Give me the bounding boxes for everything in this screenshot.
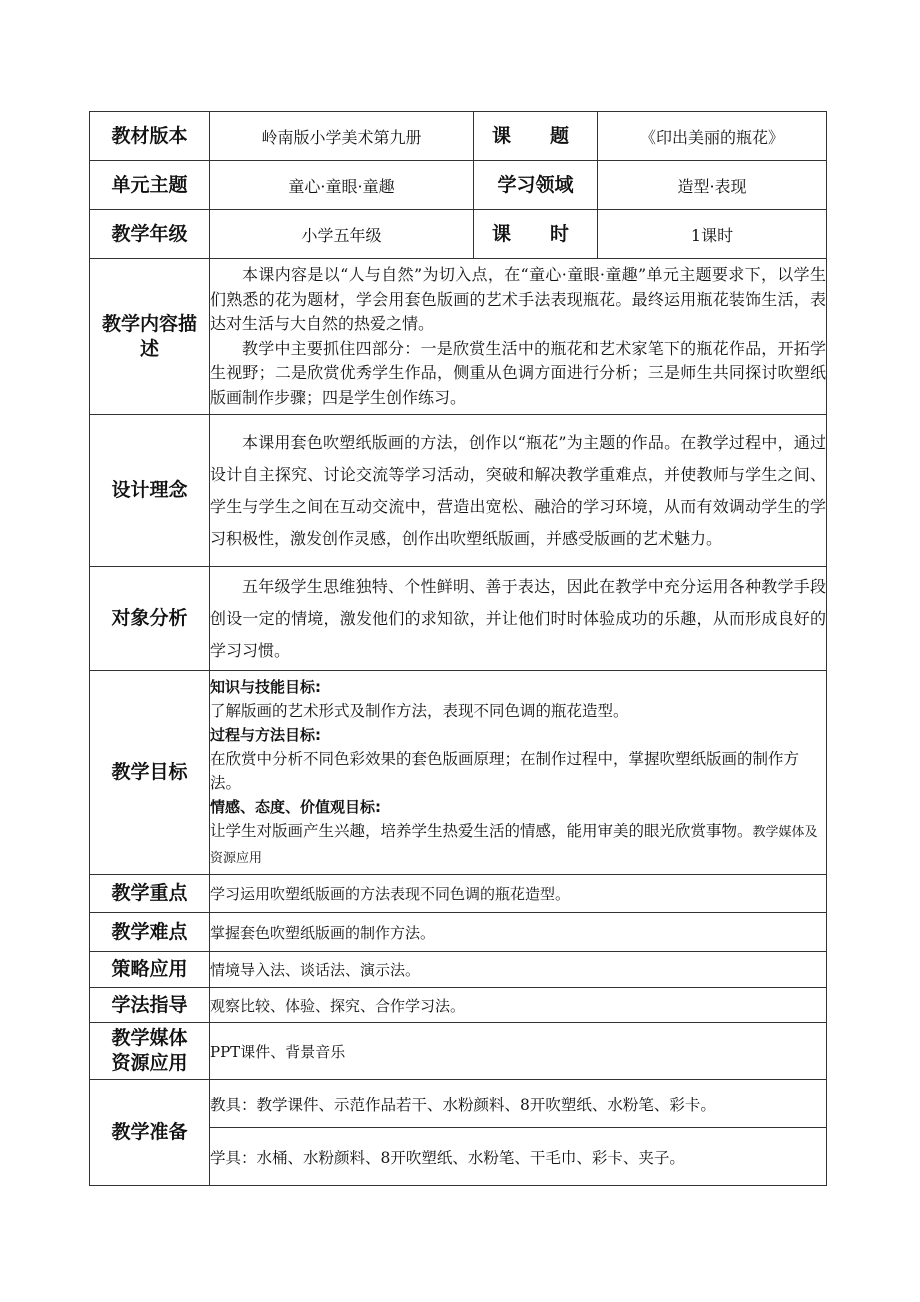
study-method-text: 观察比较、体验、探究、合作学习法。: [210, 988, 827, 1023]
topic-label-char-2: 题: [549, 124, 569, 147]
audience-description: [210, 567, 827, 671]
knowledge-heading: 知识与技能目标:: [210, 677, 321, 696]
row-preparation-teacher: [90, 1080, 827, 1128]
unit-label: 单元主题: [90, 161, 210, 210]
row-goals: [90, 671, 827, 875]
media-label-line-1: 教学媒体: [111, 1027, 188, 1050]
unit-value: 童心·童眼·童趣: [210, 161, 474, 210]
student-tools: 学具：水桶、水粉颜料、8开吹塑纸、水粉笔、干毛巾、彩卡、夹子。: [210, 1128, 827, 1186]
teacher-tools: 教具：教学课件、示范作品若干、水粉颜料、8开吹塑纸、水粉笔、彩卡。: [210, 1080, 827, 1128]
goals-label: 教学目标: [90, 671, 210, 875]
content-paragraph-1: 本课内容是以“人与自然”为切入点，在“童心·童眼·童趣”单元主题要求下，以学生们熟悉的花为题材，学会用套色版画的艺术手法表现瓶花。最终运用瓶花装饰生活，表达对生活与大自然的热爱之情。: [210, 265, 826, 333]
row-unit: [90, 161, 827, 210]
emotion-text-block: [210, 819, 826, 871]
difficulty-text: 掌握套色吹塑纸版画的制作方法。: [210, 913, 827, 952]
domain-label: 学习领域: [474, 161, 598, 210]
process-text: 在欣赏中分析不同色彩效果的套色版画原理；在制作过程中，掌握吹塑纸版画的制作方法。: [210, 749, 800, 792]
process-heading: 过程与方法目标:: [210, 725, 321, 744]
row-content: [90, 259, 827, 415]
row-difficulty: [90, 913, 827, 952]
goals-description: [210, 671, 827, 875]
row-strategy: [90, 952, 827, 988]
knowledge-text: 了解版画的艺术形式及制作方法，表现不同色调的瓶花造型。: [210, 701, 629, 720]
strategy-label: 策略应用: [90, 952, 210, 988]
emotion-tail: 教学媒体及资源应用: [210, 824, 818, 866]
study-method-label: 学法指导: [90, 988, 210, 1023]
audience-paragraph: 五年级学生思维独特、个性鲜明、善于表达，因此在教学中充分运用各种教学手段创设一定的情境，激发他们的求知欲，并让他们时时体验成功的乐趣，从而形成良好的学习习惯。: [210, 576, 826, 660]
media-label-line-2: 资源应用: [111, 1052, 188, 1074]
lesson-plan-table: [89, 111, 827, 1186]
audience-label: 对象分析: [90, 567, 210, 671]
key-point-label: 教学重点: [90, 875, 210, 913]
hours-label-char-2: 时: [549, 222, 569, 245]
topic-label: [474, 112, 598, 161]
content-label: [90, 259, 210, 415]
design-label: 设计理念: [90, 415, 210, 567]
design-description: [210, 415, 827, 567]
grade-label: 教学年级: [90, 210, 210, 259]
row-audience: [90, 567, 827, 671]
media-text: PPT课件、背景音乐: [210, 1023, 827, 1080]
topic-value: 《印出美丽的瓶花》: [598, 112, 827, 161]
row-textbook: [90, 112, 827, 161]
media-label: [90, 1023, 210, 1080]
key-point-text: 学习运用吹塑纸版画的方法表现不同色调的瓶花造型。: [210, 875, 827, 913]
hours-label: [474, 210, 598, 259]
row-key-point: [90, 875, 827, 913]
content-description: [210, 259, 827, 415]
design-paragraph: 本课用套色吹塑纸版画的方法，创作以“瓶花”为主题的作品。在教学过程中，通过设计自主探究、讨论交流等学习活动，突破和解决教学重难点，并使教师与学生之间、学生与学生之间在互动交流中，营造出宽松、融洽的学习环境，从而有效调动学生的学习积极性，激发创作灵感，创作出吹塑纸版画，并感受版画的艺术魅力。: [210, 432, 826, 548]
row-design: [90, 415, 827, 567]
row-media: [90, 1023, 827, 1080]
content-paragraph-2: 教学中主要抓住四部分：一是欣赏生活中的瓶花和艺术家笔下的瓶花作品，开拓学生视野；二是欣赏优秀学生作品，侧重从色调方面进行分析；三是师生共同探讨吹塑纸版画制作步骤；四是学生创作练习。: [210, 338, 826, 407]
domain-value: 造型·表现: [598, 161, 827, 210]
hours-value: 1课时: [598, 210, 827, 259]
difficulty-label: 教学难点: [90, 913, 210, 952]
textbook-label: 教材版本: [90, 112, 210, 161]
strategy-text: 情境导入法、谈话法、演示法。: [210, 952, 827, 988]
preparation-label: 教学准备: [90, 1080, 210, 1186]
row-grade: [90, 210, 827, 259]
emotion-text: 让学生对版画产生兴趣，培养学生热爱生活的情感，能用审美的眼光欣赏事物。: [210, 821, 753, 840]
content-label-text: 教学内容描述: [102, 312, 198, 360]
grade-value: 小学五年级: [210, 210, 474, 259]
emotion-heading: 情感、态度、价值观目标:: [210, 797, 381, 816]
topic-label-char-1: 课: [492, 124, 512, 147]
hours-label-char-1: 课: [492, 222, 512, 245]
textbook-value: 岭南版小学美术第九册: [210, 112, 474, 161]
row-study-method: [90, 988, 827, 1023]
